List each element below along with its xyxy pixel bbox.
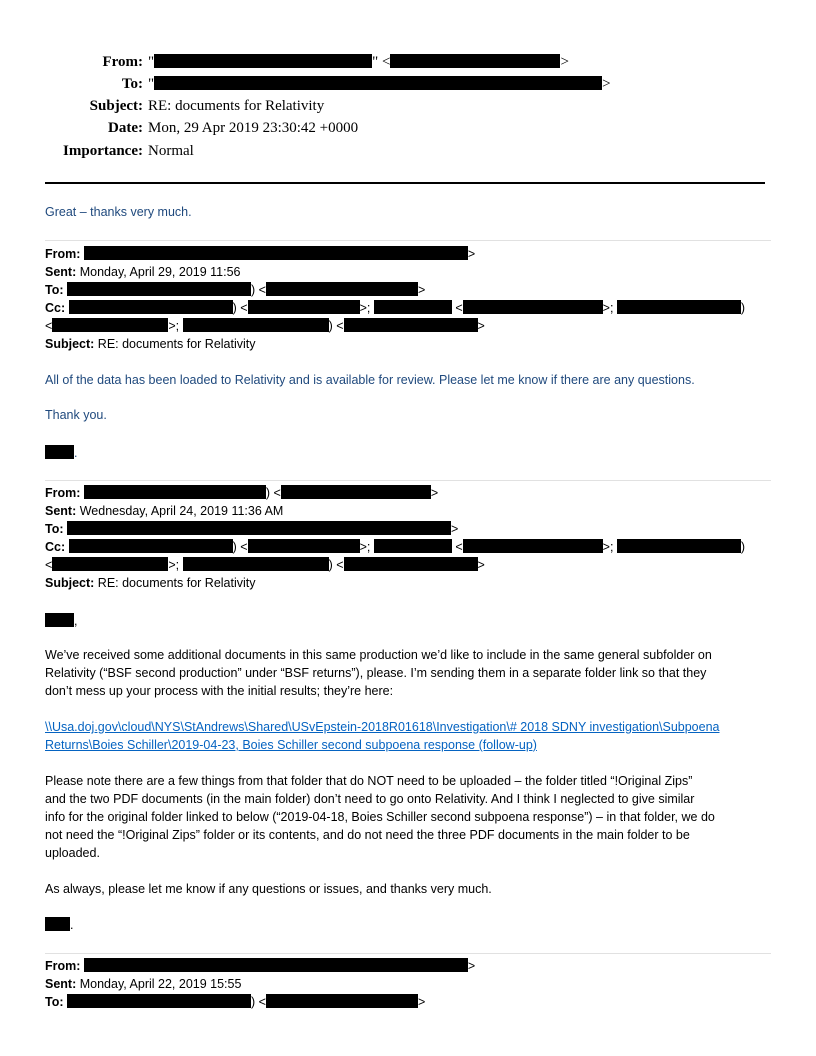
msg2-sent-label: Sent: [45, 504, 77, 518]
folder-link-line2[interactable]: Returns\Boies Schiller\2019-04-23, Boies Schiller second subpoena response (follow-up) [45, 738, 537, 752]
msg1-from-line: From: > [45, 247, 476, 261]
redaction-box [69, 539, 233, 553]
header-importance-value: Normal [148, 143, 194, 159]
redaction-box [45, 445, 74, 459]
redaction-box [266, 994, 418, 1008]
header-from-label: From: [102, 54, 143, 70]
message-separator [45, 953, 771, 954]
email-header [0, 53, 816, 165]
redaction-box [84, 958, 468, 972]
redaction-box [45, 613, 74, 627]
redaction-box [84, 246, 468, 260]
msg3-sent-value: Monday, April 22, 2019 15:55 [79, 977, 242, 991]
redaction-box [248, 539, 360, 553]
msg1-sent-label: Sent: [45, 265, 77, 279]
msg2-para3: As always, please let me know if any questions or issues, and thanks very much. [45, 882, 492, 896]
msg2-sent-value: Wednesday, April 24, 2019 11:36 AM [79, 504, 284, 518]
redaction-box [154, 76, 602, 90]
msg2-subject-value: RE: documents for Relativity [97, 576, 256, 590]
header-subject-value: RE: documents for Relativity [148, 98, 325, 114]
message-separator [45, 480, 771, 481]
msg2-sent-line [45, 502, 283, 520]
header-subject-label: Subject: [89, 98, 143, 114]
redaction-box [45, 917, 70, 931]
msg1-body-text: All of the data has been loaded to Relativity and is available for review. Please let me know if there are any questions. [45, 373, 695, 387]
msg2-para1-line3: don’t mess up your process with the initial results; they’re here: [45, 684, 394, 698]
msg1-cc-line: Cc: ) < >; < >; ) [45, 301, 746, 315]
msg1-to-label: To: [45, 283, 64, 297]
msg1-to-line: To: ) < > [45, 283, 426, 297]
msg1-subject-label: Subject: [45, 337, 95, 351]
header-date-label: Date: [108, 120, 143, 136]
msg2-para1-line1: We’ve received some additional documents in this same production we’d like to include in the same general subfolder on [45, 648, 712, 662]
msg1-cc-line-2: < >; ) < > [45, 319, 485, 333]
redaction-box [266, 282, 418, 296]
msg1-from-label: From: [45, 247, 81, 261]
reply-text: Great – thanks very much. [45, 205, 192, 219]
redaction-box [344, 318, 478, 332]
msg2-para2-line3: info for the original folder linked to below (“2019-04-18, Boies Schiller second subpoena response”) – in that folder, we do [45, 810, 715, 824]
redaction-box [281, 485, 431, 499]
msg1-cc-label: Cc: [45, 301, 66, 315]
msg1-subject-value: RE: documents for Relativity [97, 337, 256, 351]
msg1-signature: . [45, 444, 77, 462]
redaction-box [69, 300, 233, 314]
redaction-box [463, 539, 603, 553]
redaction-box [52, 318, 168, 332]
redaction-box [617, 539, 741, 553]
header-from-row [0, 53, 816, 71]
msg2-cc-line: Cc: ) < >; < >; ) [45, 540, 746, 554]
msg3-to-label: To: [45, 995, 64, 1009]
redaction-box [67, 521, 451, 535]
redaction-box [52, 557, 168, 571]
msg3-from-line: From: > [45, 959, 476, 973]
msg2-from-label: From: [45, 486, 81, 500]
redaction-box [344, 557, 478, 571]
msg1-sent-value: Monday, April 29, 2019 11:56 [79, 265, 241, 279]
msg2-para1-line2: Relativity (“BSF second production” under “BSF returns”), please. I’m sending them in a separate folder link so that they [45, 666, 707, 680]
redaction-box [390, 54, 560, 68]
msg3-from-label: From: [45, 959, 81, 973]
msg2-greeting: , [45, 612, 77, 630]
redaction-box [154, 54, 372, 68]
header-from-value: " " < > [148, 54, 569, 70]
header-divider [45, 182, 765, 184]
msg2-cc-label: Cc: [45, 540, 66, 554]
redaction-box [183, 557, 329, 571]
header-date-value: Mon, 29 Apr 2019 23:30:42 +0000 [148, 120, 359, 136]
redaction-box [67, 994, 251, 1008]
redaction-box [374, 300, 452, 314]
redaction-box [617, 300, 741, 314]
msg2-subject-line [45, 574, 256, 592]
header-importance-label: Importance: [63, 143, 143, 159]
msg1-thanks-text: Thank you. [45, 408, 107, 422]
msg3-sent-line [45, 975, 241, 993]
msg2-signature: . [45, 916, 73, 934]
msg3-sent-label: Sent: [45, 977, 77, 991]
redaction-box [84, 485, 266, 499]
header-to-label: To: [121, 76, 143, 92]
redaction-box [67, 282, 251, 296]
header-to-value: " > [148, 76, 611, 92]
msg2-para2-line5: uploaded. [45, 846, 100, 860]
msg2-to-label: To: [45, 522, 64, 536]
header-importance-row [0, 142, 816, 160]
header-to-row [0, 75, 816, 93]
redaction-box [248, 300, 360, 314]
header-subject-row [0, 97, 816, 115]
msg2-para2-line2: and the two PDF documents (in the main folder) don’t need to go onto Relativity. And I think I neglected to give similar [45, 792, 695, 806]
msg3-to-line: To: ) < > [45, 995, 426, 1009]
msg2-para2-line1: Please note there are a few things from that folder that do NOT need to be uploaded – the folder titled “!Original Zips” [45, 774, 693, 788]
msg2-to-line: To: > [45, 522, 459, 536]
header-date-row [0, 119, 816, 137]
msg2-from-line: From: ) < > [45, 486, 439, 500]
redaction-box [463, 300, 603, 314]
redaction-box [183, 318, 329, 332]
msg1-subject-line [45, 335, 256, 353]
msg2-subject-label: Subject: [45, 576, 95, 590]
redaction-box [374, 539, 452, 553]
msg2-cc-line-2: < >; ) < > [45, 558, 485, 572]
message-separator [45, 240, 771, 241]
msg1-sent-line [45, 263, 241, 281]
folder-link-line1[interactable]: \\Usa.doj.gov\cloud\NYS\StAndrews\Shared\USvEpstein-2018R01618\Investigation\# 2018 SDNY investigation\Subpoena [45, 720, 720, 734]
msg2-para2-line4: not need the “!Original Zips” folder or its contents, and do not need the three PDF documents in the main folder to be [45, 828, 690, 842]
